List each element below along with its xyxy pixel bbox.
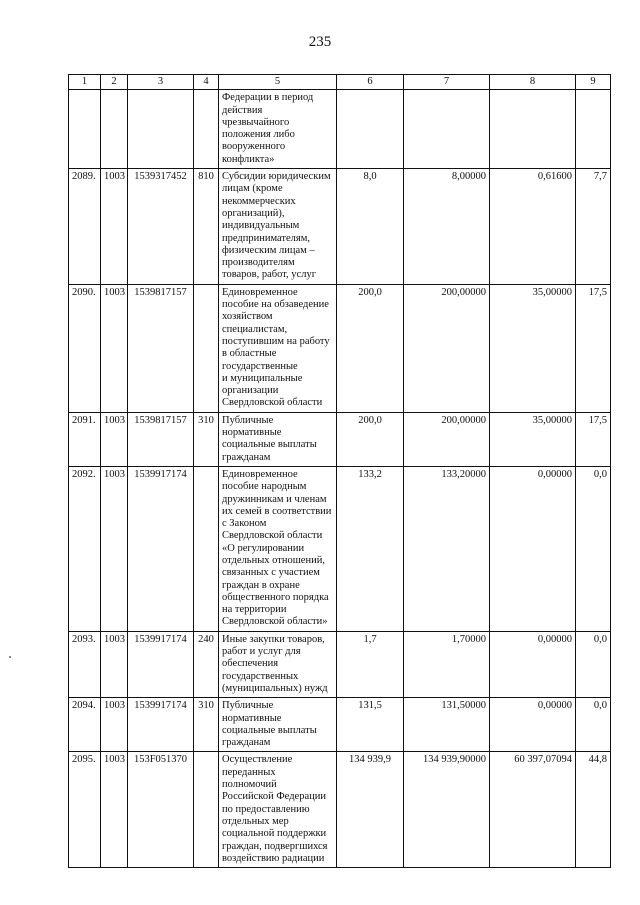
scan-mark <box>9 656 11 658</box>
value-col8-cell: 0,00000 <box>490 466 576 631</box>
description-cell <box>219 466 337 631</box>
row-number-cell <box>69 90 101 169</box>
value-col7-cell: 134 939,90000 <box>404 752 490 868</box>
value-col7-cell: 200,00000 <box>404 412 490 466</box>
description-line: полномочий <box>222 779 277 791</box>
value-col8-cell: 35,00000 <box>490 412 576 466</box>
section-code-cell <box>101 90 128 169</box>
description-line: Свердловской области» <box>222 616 328 628</box>
description-line: физическим лицам – <box>222 244 315 256</box>
target-code-cell: 153F051370 <box>128 752 194 868</box>
description-line: работ и услуг для <box>222 646 301 658</box>
description-line: индивидуальным <box>222 220 300 232</box>
description-line: некоммерческих <box>222 195 296 207</box>
col-header: 9 <box>576 75 611 90</box>
value-col7-cell <box>404 90 490 169</box>
row-number-cell: 2095. <box>69 752 101 868</box>
table-row <box>69 284 611 412</box>
description-line: и муниципальные <box>222 372 303 384</box>
col-header: 5 <box>219 75 337 90</box>
expense-type-cell <box>194 466 219 631</box>
description-line: предпринимателям, <box>222 232 311 244</box>
description-line: вооруженного <box>222 141 286 153</box>
value-col7-cell: 133,20000 <box>404 466 490 631</box>
row-number-cell: 2094. <box>69 698 101 752</box>
description-line: хозяйством <box>222 311 273 323</box>
value-col8-cell <box>490 90 576 169</box>
description-line: лицам (кроме <box>222 183 283 195</box>
value-col9-cell: 44,8 <box>576 752 611 868</box>
row-number-cell: 2092. <box>69 466 101 631</box>
value-col9-cell: 7,7 <box>576 169 611 285</box>
value-col9-cell: 0,0 <box>576 631 611 697</box>
value-col6-cell: 133,2 <box>337 466 404 631</box>
description-line: организаций), <box>222 207 285 219</box>
value-col9-cell: 0,0 <box>576 466 611 631</box>
value-col9-cell: 0,0 <box>576 698 611 752</box>
col-header: 3 <box>128 75 194 90</box>
table-row <box>69 698 611 752</box>
description-line: пособие на обзаведение <box>222 299 329 311</box>
description-line: гражданам <box>222 451 271 463</box>
value-col6-cell: 1,7 <box>337 631 404 697</box>
description-line: Публичные <box>222 414 274 426</box>
description-line: Субсидии юридическим <box>222 171 331 183</box>
target-code-cell: 1539917174 <box>128 698 194 752</box>
description-line: Иные закупки товаров, <box>222 633 325 645</box>
value-col7-cell: 1,70000 <box>404 631 490 697</box>
target-code-cell <box>128 90 194 169</box>
table-row <box>69 631 611 697</box>
col-header: 7 <box>404 75 490 90</box>
row-number-cell: 2089. <box>69 169 101 285</box>
table-row <box>69 90 611 169</box>
description-line: Публичные <box>222 700 274 712</box>
description-line: социальные выплаты <box>222 439 317 451</box>
section-code-cell: 1003 <box>101 169 128 285</box>
expense-type-cell <box>194 90 219 169</box>
description-cell <box>219 698 337 752</box>
description-line: гражданам <box>222 737 271 749</box>
description-line: отдельных отношений, <box>222 554 325 566</box>
description-line: Российской Федерации <box>222 791 326 803</box>
description-line: Свердловской области <box>222 397 323 409</box>
target-code-cell: 1539317452 <box>128 169 194 285</box>
description-line: государственных <box>222 670 299 682</box>
description-line: на территории <box>222 604 287 616</box>
description-line: связанных с участием <box>222 567 320 579</box>
description-line: воздействию радиации <box>222 852 325 864</box>
description-line: нормативные <box>222 427 282 439</box>
section-code-cell: 1003 <box>101 752 128 868</box>
description-line: государственные <box>222 360 298 372</box>
description-line: положения либо <box>222 129 295 141</box>
page-number: 235 <box>308 34 332 50</box>
value-col9-cell <box>576 90 611 169</box>
row-number-cell: 2091. <box>69 412 101 466</box>
description-line: пособие народным <box>222 481 307 493</box>
description-line: переданных <box>222 766 276 778</box>
expense-type-cell: 310 <box>194 698 219 752</box>
section-code-cell: 1003 <box>101 412 128 466</box>
value-col8-cell: 0,61600 <box>490 169 576 285</box>
description-line: Единовременное <box>222 468 298 480</box>
table-body <box>69 90 611 868</box>
value-col7-cell: 200,00000 <box>404 284 490 412</box>
description-cell <box>219 284 337 412</box>
description-line: социальные выплаты <box>222 724 317 736</box>
description-line: отдельных мер <box>222 815 289 827</box>
value-col6-cell: 131,5 <box>337 698 404 752</box>
description-line: поступившим на работу <box>222 335 330 347</box>
description-line: граждан в охране <box>222 579 300 591</box>
value-col8-cell: 35,00000 <box>490 284 576 412</box>
table-row <box>69 466 611 631</box>
section-code-cell: 1003 <box>101 466 128 631</box>
description-line: обеспечения <box>222 658 279 670</box>
value-col8-cell: 0,00000 <box>490 698 576 752</box>
description-cell <box>219 631 337 697</box>
table-row <box>69 752 611 868</box>
description-line: в областные <box>222 348 277 360</box>
budget-table <box>68 74 611 868</box>
value-col7-cell: 8,00000 <box>404 169 490 285</box>
description-cell <box>219 169 337 285</box>
description-line: чрезвычайного <box>222 116 290 128</box>
description-cell <box>219 752 337 868</box>
header-row <box>69 75 611 90</box>
target-code-cell: 1539817157 <box>128 284 194 412</box>
col-header: 2 <box>101 75 128 90</box>
description-cell <box>219 90 337 169</box>
col-header: 4 <box>194 75 219 90</box>
description-line: производителям <box>222 257 295 269</box>
description-cell <box>219 412 337 466</box>
value-col6-cell: 134 939,9 <box>337 752 404 868</box>
description-line: Федерации в период <box>222 92 314 104</box>
description-line: специалистам, <box>222 323 288 335</box>
table-row <box>69 412 611 466</box>
description-line: социальной поддержки <box>222 828 327 840</box>
description-line: действия <box>222 104 263 116</box>
description-line: общественного порядка <box>222 591 329 603</box>
section-code-cell: 1003 <box>101 631 128 697</box>
target-code-cell: 1539917174 <box>128 631 194 697</box>
expense-type-cell: 240 <box>194 631 219 697</box>
value-col6-cell: 200,0 <box>337 284 404 412</box>
expense-type-cell <box>194 284 219 412</box>
table-row <box>69 169 611 285</box>
target-code-cell: 1539817157 <box>128 412 194 466</box>
col-header: 8 <box>490 75 576 90</box>
description-line: с Законом <box>222 518 267 530</box>
description-line: «О регулировании <box>222 542 305 554</box>
section-code-cell: 1003 <box>101 698 128 752</box>
value-col6-cell <box>337 90 404 169</box>
description-line: нормативные <box>222 712 282 724</box>
row-number-cell: 2093. <box>69 631 101 697</box>
section-code-cell: 1003 <box>101 284 128 412</box>
expense-type-cell: 810 <box>194 169 219 285</box>
col-header: 6 <box>337 75 404 90</box>
value-col9-cell: 17,5 <box>576 412 611 466</box>
description-line: (муниципальных) нужд <box>222 682 328 694</box>
description-line: по предоставлению <box>222 803 310 815</box>
value-col8-cell: 0,00000 <box>490 631 576 697</box>
description-line: организации <box>222 385 279 397</box>
value-col6-cell: 8,0 <box>337 169 404 285</box>
value-col6-cell: 200,0 <box>337 412 404 466</box>
description-line: дружинникам и членам <box>222 493 327 505</box>
description-line: Свердловской области <box>222 530 323 542</box>
description-line: конфликта» <box>222 153 275 165</box>
col-header: 1 <box>69 75 101 90</box>
description-line: Осуществление <box>222 754 293 766</box>
value-col8-cell: 60 397,07094 <box>490 752 576 868</box>
expense-type-cell: 310 <box>194 412 219 466</box>
description-line: Единовременное <box>222 286 298 298</box>
row-number-cell: 2090. <box>69 284 101 412</box>
value-col7-cell: 131,50000 <box>404 698 490 752</box>
target-code-cell: 1539917174 <box>128 466 194 631</box>
description-line: их семей в соответствии <box>222 505 332 517</box>
value-col9-cell: 17,5 <box>576 284 611 412</box>
expense-type-cell <box>194 752 219 868</box>
description-line: граждан, подвергшихся <box>222 840 328 852</box>
description-line: товаров, работ, услуг <box>222 269 317 281</box>
